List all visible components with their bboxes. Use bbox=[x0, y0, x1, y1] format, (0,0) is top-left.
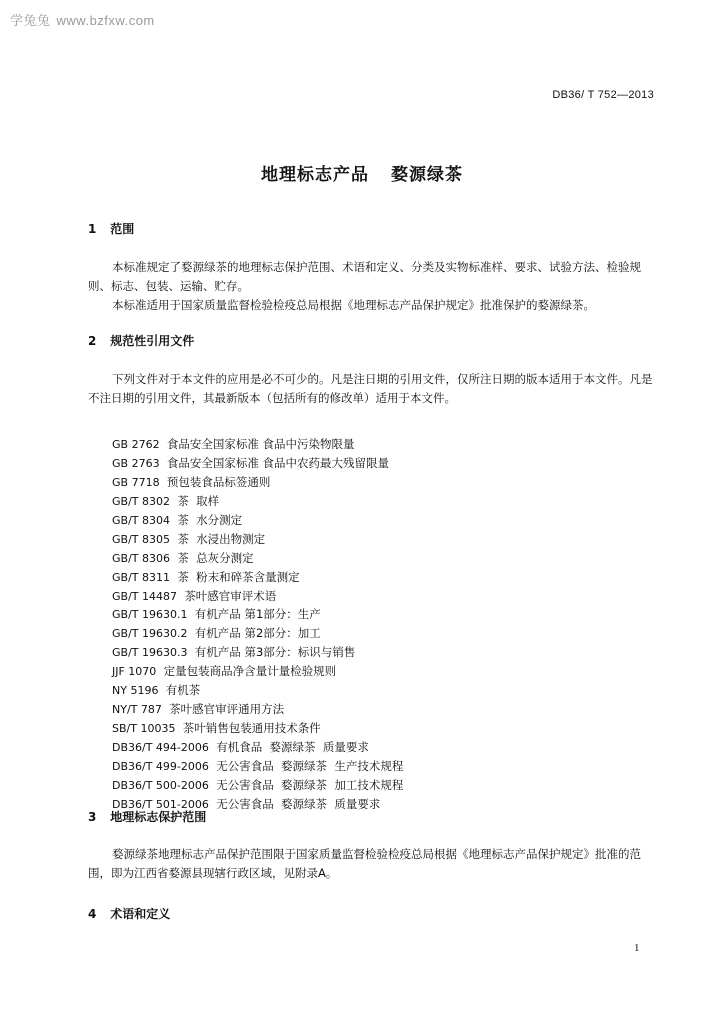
reference-item: GB/T 8311 茶 粉末和碎茶含量测定 bbox=[112, 569, 300, 584]
reference-list bbox=[112, 435, 403, 814]
paragraph: 婺源绿茶地理标志产品保护范围限于国家质量监督检验检疫总局根据《地理标志产品保护规定》批准的范围，即为江西省婺源县现辖行政区域，见附录A。 bbox=[88, 847, 641, 880]
reference-item: DB36/T 500-2006 无公害食品 婺源绿茶 加工技术规程 bbox=[112, 777, 404, 792]
section-heading-scope bbox=[88, 220, 134, 237]
watermark bbox=[10, 10, 155, 29]
reference-item: GB/T 8305 茶 水浸出物测定 bbox=[112, 531, 266, 546]
section-heading-normative-references bbox=[88, 332, 194, 349]
section-number: 4 bbox=[88, 907, 97, 921]
section-title: 术语和定义 bbox=[110, 907, 171, 921]
reference-item: DB36/T 494-2006 有机食品 婺源绿茶 质量要求 bbox=[112, 740, 369, 754]
reference-item: DB36/T 501-2006 无公害食品 婺源绿茶 质量要求 bbox=[112, 796, 381, 811]
section-title: 范围 bbox=[110, 222, 135, 236]
reference-item: SB/T 10035 茶叶销售包装通用技术条件 bbox=[112, 721, 321, 736]
section-number: 3 bbox=[88, 810, 97, 824]
document-title bbox=[0, 160, 724, 185]
reference-item: NY/T 787 茶叶感官审评通用方法 bbox=[112, 702, 285, 717]
section-heading-terms-definitions bbox=[88, 905, 170, 922]
reference-item: GB/T 14487 茶叶感官审评术语 bbox=[112, 588, 277, 603]
paragraph: 下列文件对于本文件的应用是必不可少的。凡是注日期的引用文件，仅所注日期的版本适用于本文件。凡是不注日期的引用文件，其最新版本（包括所有的修改单）适用于本文件。 bbox=[88, 372, 653, 405]
watermark-brand: 学兔兔 bbox=[10, 14, 51, 29]
reference-item: GB/T 19630.1 有机产品 第1部分：生产 bbox=[112, 607, 321, 622]
title-main: 地理标志产品 bbox=[261, 165, 369, 185]
section-number: 2 bbox=[88, 334, 97, 348]
watermark-site: www.bzfxw.com bbox=[56, 13, 155, 28]
title-sub: 婺源绿茶 bbox=[391, 165, 463, 185]
reference-item: GB 2762 食品安全国家标准 食品中污染物限量 bbox=[112, 437, 355, 451]
reference-item: GB 7718 预包装食品标签通则 bbox=[112, 474, 271, 489]
reference-item: GB 2763 食品安全国家标准 食品中农药最大残留限量 bbox=[112, 455, 390, 470]
reference-item: GB/T 8302 茶 取样 bbox=[112, 493, 220, 508]
section-title: 地理标志保护范围 bbox=[110, 810, 207, 824]
reference-item: GB/T 19630.3 有机产品 第3部分：标识与销售 bbox=[112, 645, 356, 660]
section-heading-protection-area bbox=[88, 808, 206, 825]
paragraph: 本标准规定了婺源绿茶的地理标志保护范围、术语和定义、分类及实物标准样、要求、试验方法、检验规则、标志、包装、运输、贮存。 bbox=[88, 260, 641, 293]
paragraph: 本标准适用于国家质量监督检验检疫总局根据《地理标志产品保护规定》批准保护的婺源绿茶。 bbox=[112, 298, 595, 312]
section-number: 1 bbox=[88, 222, 97, 236]
reference-item: JJF 1070 定量包装商品净含量计量检验规则 bbox=[112, 664, 337, 679]
page-number: 1 bbox=[634, 942, 640, 954]
standard-code: DB36/ T 752—2013 bbox=[552, 89, 654, 101]
reference-item: GB/T 19630.2 有机产品 第2部分：加工 bbox=[112, 626, 321, 641]
reference-item: GB/T 8304 茶 水分测定 bbox=[112, 512, 243, 527]
reference-item: GB/T 8306 茶 总灰分测定 bbox=[112, 550, 254, 565]
reference-item: DB36/T 499-2006 无公害食品 婺源绿茶 生产技术规程 bbox=[112, 758, 404, 773]
section-title: 规范性引用文件 bbox=[110, 334, 195, 348]
reference-item: NY 5196 有机茶 bbox=[112, 683, 201, 698]
